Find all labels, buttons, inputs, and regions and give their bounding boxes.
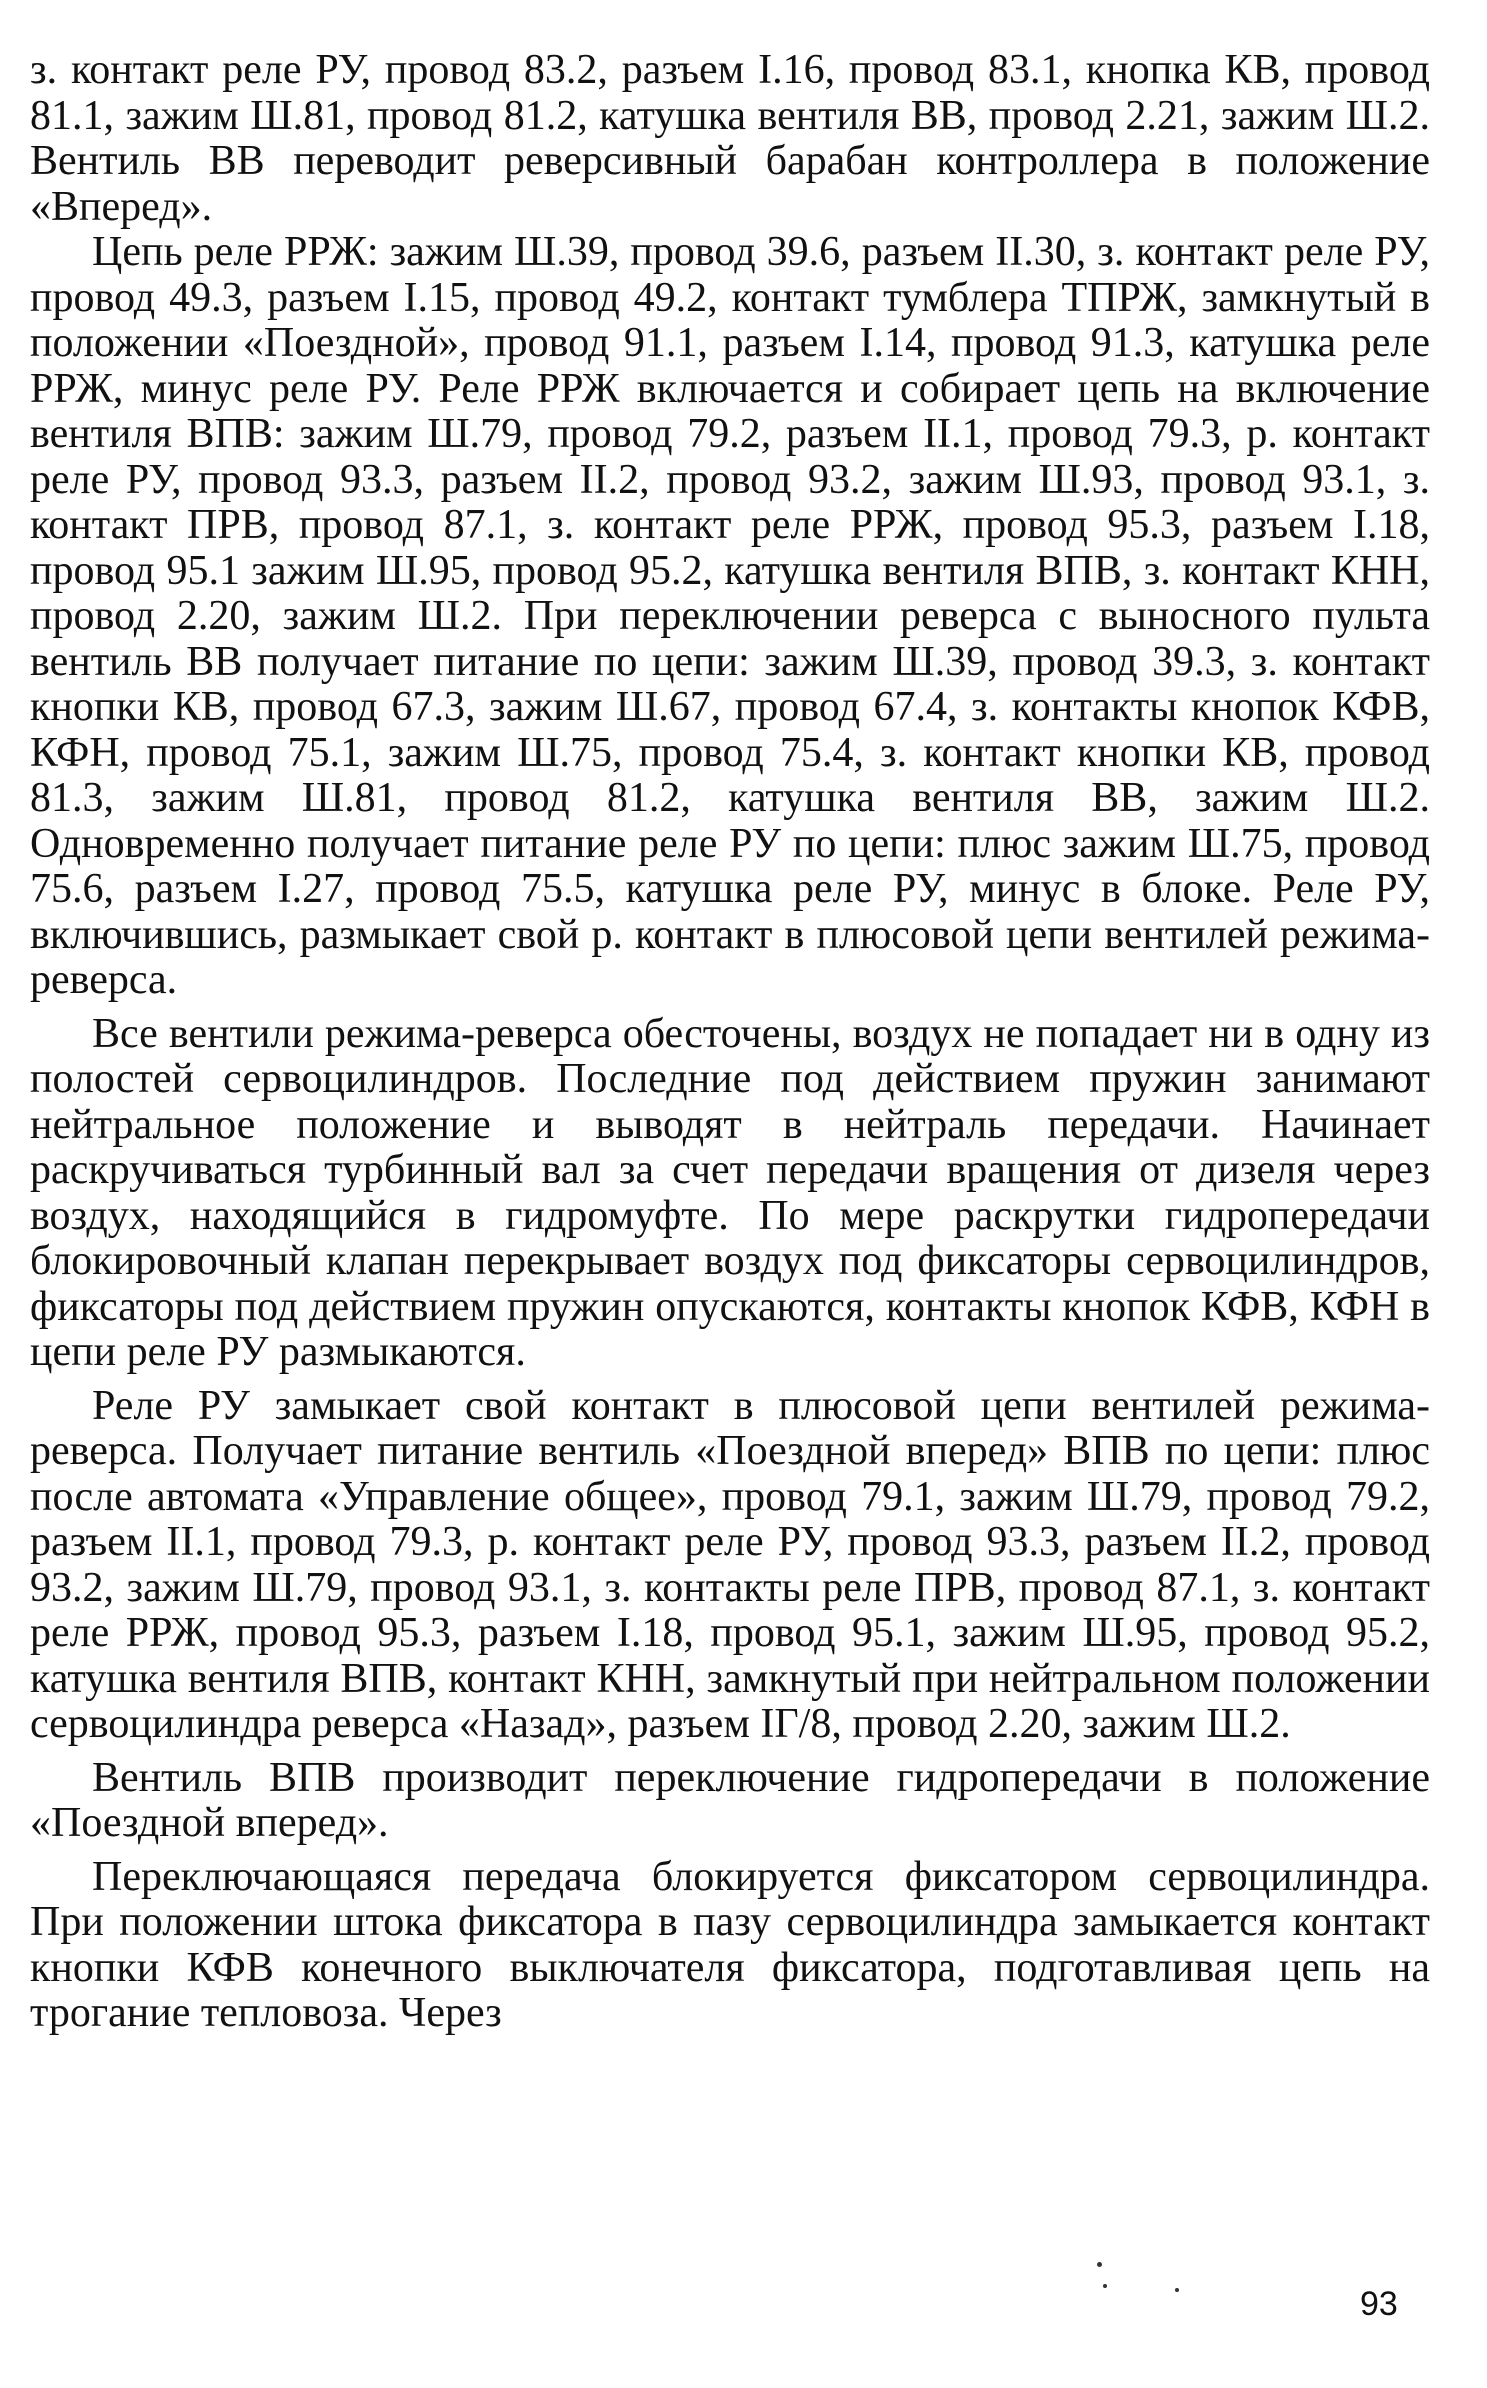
paragraph-2: Цепь реле РРЖ: зажим Ш.39, провод 39.6, разъем II.30, з. контакт реле РУ, провод 49.3, разъем I.15, провод 49.2, контакт тумблера ТПРЖ, замкнутый в положении «Поездной», провод 91.1, разъем I.14, провод 91.3, катушка реле РРЖ, минус реле РУ. Реле РРЖ включается и собирает цепь на включение вентиля ВПВ: зажим Ш.79, провод 79.2, разъем II.1, провод 79.3, р. контакт реле РУ, провод 93.3, разъем II.2, провод 93.2, зажим Ш.93, провод 93.1, з. контакт ПРВ, провод 87.1, з. контакт реле РРЖ, провод 95.3, разъем I.18, провод 95.1 зажим Ш.95, провод 95.2, катушка вентиля ВПВ, з. контакт КНН, провод 2.20, зажим Ш.2. При переключении реверса с выносного пульта вентиль ВВ получает питание по цепи: зажим Ш.39, провод 39.3, з. контакт кнопки КВ, провод 67.3, зажим Ш.67, провод 67.4, з. контакты кнопок КФВ, КФН, провод 75.1, зажим Ш.75, провод 75.4, з. контакт кнопки КВ, провод 81.3, зажим Ш.81, провод 81.2, катушка вентиля ВВ, зажим Ш.2. Одновременно получает питание реле РУ по цепи: плюс зажим Ш.75, провод 75.6, разъем I.27, провод 75.5, катушка реле РУ, минус в блоке. Реле РУ, включившись, размыкает свой р. контакт в плюсовой цепи вентилей режима-реверса. <box>30 229 1430 1003</box>
scan-speck <box>1175 2288 1179 2292</box>
paragraph-4: Реле РУ замыкает свой контакт в плюсовой цепи вентилей режима-реверса. Получает питание вентиль «Поездной вперед» ВПВ по цепи: плюс после автомата «Управление общее», провод 79.1, зажим Ш.79, провод 79.2, разъем II.1, провод 79.3, р. контакт реле РУ, провод 93.3, разъем II.2, провод 93.2, зажим Ш.79, провод 93.1, з. контакты реле ПРВ, провод 87.1, з. контакт реле РРЖ, провод 95.3, разъем I.18, провод 95.1, зажим Ш.95, провод 95.2, катушка вентиля ВПВ, контакт КНН, замкнутый при нейтральном положении сервоцилиндра реверса «Назад», разъем IГ/8, провод 2.20, зажим Ш.2. <box>30 1382 1430 1747</box>
paragraph-3: Все вентили режима-реверса обесточены, воздух не попадает ни в одну из полостей сервоцилиндров. Последние под действием пружин занимают нейтральное положение и выводят в нейтраль передачи. Начинает раскручиваться турбинный вал за счет передачи вращения от дизеля через воздух, находящийся в гидромуфте. По мере раскрутки гидропередачи блокировочный клапан перекрывает воздух под фиксаторы сервоцилиндров, фиксаторы под действием пружин опускаются, контакты кнопок КФВ, КФН в цепи реле РУ размыкаются. <box>30 1010 1430 1375</box>
page-body <box>30 48 1430 2037</box>
paragraph-5: Вентиль ВПВ производит переключение гидропередачи в положение «Поездной вперед». <box>30 1754 1430 1846</box>
page-number: 93 <box>1360 2285 1398 2323</box>
scan-speck <box>1103 2284 1107 2288</box>
scan-speck <box>1097 2262 1102 2267</box>
paragraph-6: Переключающаяся передача блокируется фиксатором сервоцилиндра. При положении штока фиксатора в пазу сервоцилиндра замыкается контакт кнопки КФВ конечного выключателя фиксатора, подготавливая цепь на трогание тепловоза. Через <box>30 1853 1430 2036</box>
paragraph-1: з. контакт реле РУ, провод 83.2, разъем I.16, провод 83.1, кнопка КВ, провод 81.1, зажим Ш.81, провод 81.2, катушка вентиля ВВ, провод 2.21, зажим Ш.2. Вентиль ВВ переводит реверсивный барабан контроллера в положение «Вперед». <box>30 47 1430 230</box>
